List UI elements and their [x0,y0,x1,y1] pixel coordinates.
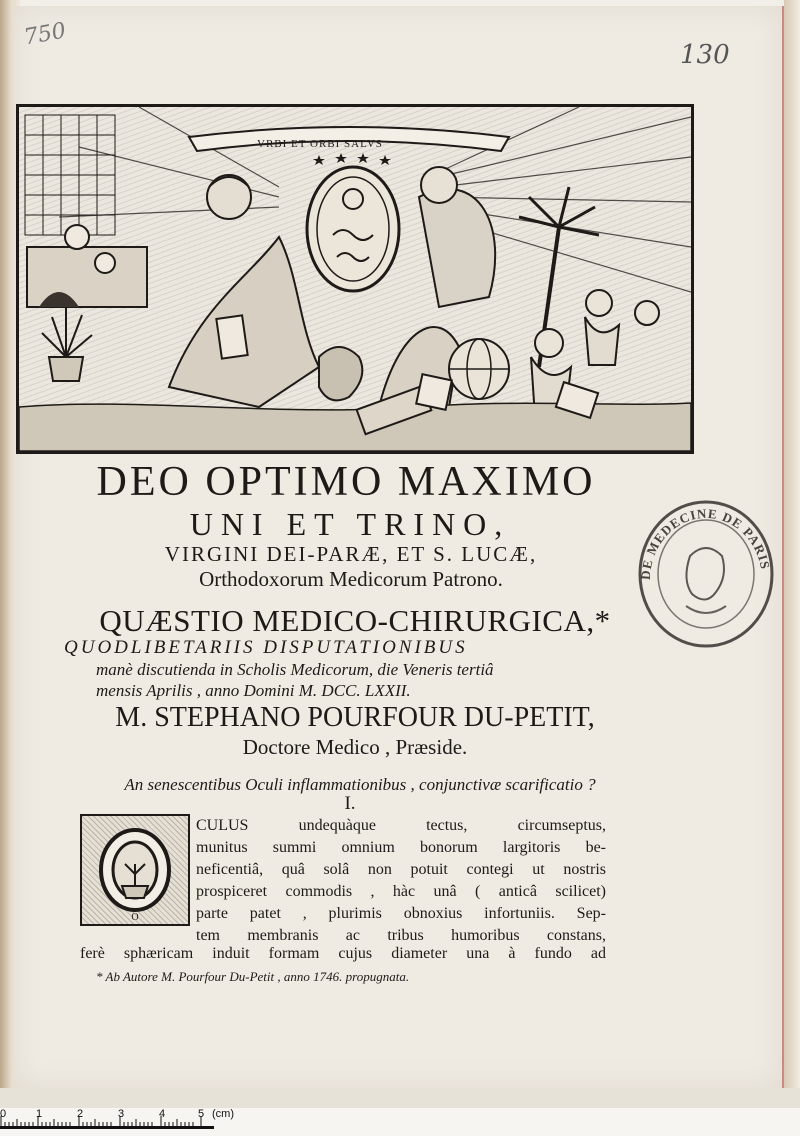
body-line-3: neficentiâ, quâ solâ non potuit contegi ut nostris [196,861,606,878]
engraving-illustration [16,104,694,454]
title-date-line-1: manè discutienda in Scholis Medicorum, die Veneris tertiâ [96,660,494,679]
title-virgin: VIRGINI DEI-PARÆ, ET S. LUCÆ, [164,542,538,566]
title-date-line-2: mensis Aprilis , anno Domini M. DCC. LXXII. [96,681,411,700]
body-line-7: ferè sphæricam induit formam cujus diameter una à fundo ad [80,945,606,962]
title-dedication: DEO OPTIMO MAXIMO [96,459,596,505]
library-stamp [634,496,776,650]
title-disputationibus: QUODLIBETARIIS DISPUTATIONIBUS [64,637,468,658]
pencil-folio-number: 130 [680,40,730,70]
title-trinity: UNI ET TRINO, [189,506,511,542]
ruler-label-5: 5 [198,1108,205,1120]
body-line-6: tem membranis ac tribus humoribus constans, [196,927,606,944]
title-praeses-name: M. STEPHANO POURFOUR DU-PETIT, [115,702,595,733]
dropcap-letter: O [131,912,139,923]
ruler-label-0: 0 [0,1108,7,1120]
dropcap-ornament [80,814,190,926]
body-line-2: munitus summi omnium bonorum largitoris be- [196,839,606,856]
ruler-label-3: 3 [118,1108,125,1120]
section-number: I. [344,793,356,814]
ruler-label-2: 2 [77,1108,84,1120]
body-line-5: parte patet , plurimis obnoxius infortuniis. Sep- [196,905,606,922]
title-quaestio: QUÆSTIO MEDICO-CHIRURGICA,* [99,603,611,638]
ruler-unit: (cm) [212,1108,234,1120]
title-praeses-role: Doctore Medico , Præside. [242,735,468,759]
body-line-4: prospiceret commodis , hàc unâ ( anticâ scilicet) [196,883,606,900]
pencil-mark-left: 750 [22,18,68,51]
title-patron: Orthodoxorum Medicorum Patrono. [199,567,503,591]
question-heading: An senescentibus Oculi inflammationibus , conjunctivæ scarificatio ? [124,775,596,794]
page-edge-right [784,0,800,1090]
engraving-motto: VRBI ET ORBI SALVS [257,138,383,150]
ruler-label-1: 1 [36,1108,43,1120]
stamp-text: DE MEDECINE DE PARIS [637,505,774,581]
ruler-label-4: 4 [159,1108,166,1120]
body-line-1: CULUS undequàque tectus, circumseptus, [196,817,606,834]
footnote: * Ab Autore M. Pourfour Du-Petit , anno 1746. propugnata. [96,969,410,984]
page-bottom-strip [0,1088,800,1108]
